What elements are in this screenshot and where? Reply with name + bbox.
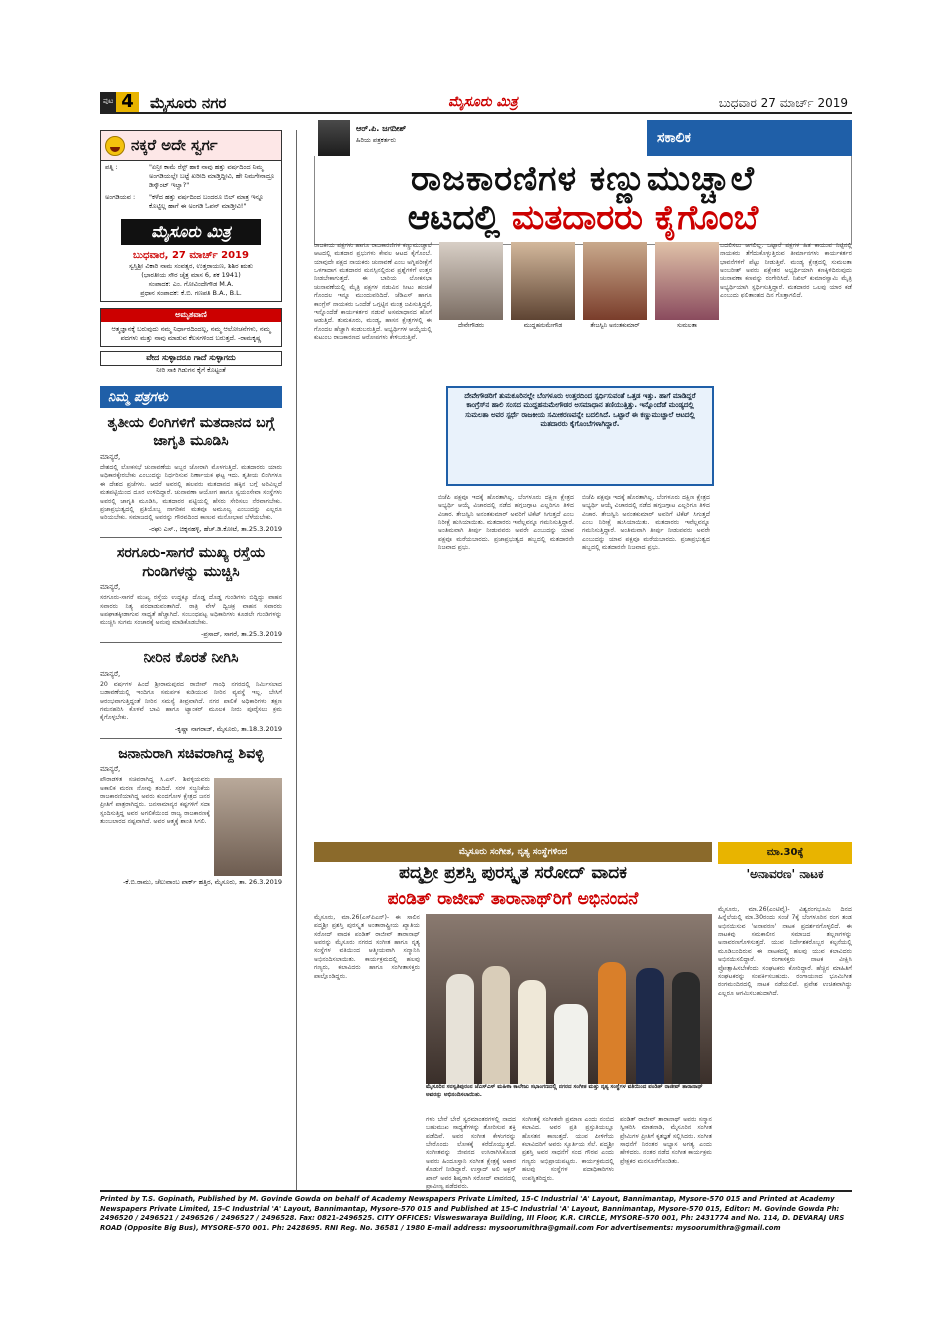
letter-signature: -ಕೆ.ಬಿ.ರಾಮು, ಚೆಲುವಾಂಬ ಪಾರ್ಕ್ ಹತ್ತಿರ, ಮೈಸೂರು, ತಾ. 26.3.2019 bbox=[122, 878, 282, 887]
quote-author: -ರಾಮಕೃಷ್ಣ bbox=[238, 333, 262, 342]
music-story-column: ಪಂಡಿತ್ ರಾಜೀವ್ ತಾರಾನಾಥ್ ಅವರು ಸನ್ಮಾನ ಸ್ವೀಕರಿಸಿ ಮಾತನಾಡಿ, ಮೈಸೂರಿನ ಸಂಗೀತ ಪ್ರೇಮಿಗಳ ಪ್ರೀತಿಗೆ ಕೃತಜ್ಞತೆ ಸಲ್ಲಿಸಿದರು. ಸಂಗೀತ ಸಾಧನೆಗೆ ನಿರಂತರ ಅಭ್ಯಾಸ ಅಗತ್ಯ ಎಂದು ಹೇಳಿದರು. ನಂತರ ನಡೆದ ಸಂಗೀತ ಕಾರ್ಯಕ್ರಮ ಪ್ರೇಕ್ಷಕರ ಮನಸೂರೆಗೊಂಡಿತು. bbox=[620, 1116, 712, 1165]
person-figure bbox=[518, 980, 546, 1084]
lead-story bbox=[314, 236, 852, 1190]
politician-photo bbox=[511, 242, 575, 320]
chief-editor-line: ಪ್ರಧಾನ ಸಂಪಾದಕ: ಕೆ.ಬಿ. ಗಣಪತಿ B.A., B.L. bbox=[140, 288, 242, 297]
politician-photos bbox=[438, 242, 720, 340]
author-photo bbox=[318, 120, 350, 156]
music-story-text: ಮೈಸೂರು, ಮಾ.26(ಎಸ್‌ಪಿಎನ್)- ಈ ಸಾಲಿನ ಪದ್ಮಶ್ರೀ ಪ್ರಶಸ್ತಿ ಪುರಸ್ಕೃತ ಅಂತಾರಾಷ್ಟ್ರೀಯ ಖ್ಯಾತಿಯ ಸರೋದ್ ವಾದಕ ಪಂಡಿತ್ ರಾಜೀವ್ ತಾರಾನಾಥ್ ಅವರನ್ನು ಮೈಸೂರು ನಗರದ ಸಂಗೀತ ಹಾಗೂ ನೃತ್ಯ ಸಂಸ್ಥೆಗಳ ವತಿಯಿಂದ ಆತ್ಮೀಯವಾಗಿ ಸನ್ಮಾನಿಸಿ ಅಭಿನಂದಿಸಲಾಯಿತು. ಕಾರ್ಯಕ್ರಮದಲ್ಲಿ ಹಲವು ಗಣ್ಯರು, ಕಲಾವಿದರು ಹಾಗೂ ಸಂಗೀತಾಸಕ್ತರು ಪಾಲ್ಗೊಂಡಿದ್ದರು. bbox=[314, 914, 420, 980]
letter-body: ದೇಶದಲ್ಲಿ ಲೋಕಸಭೆ ಚುನಾವಣೆಯ ಅಬ್ಬರ ಜೋರಾಗಿ ಮೊಳಗುತ್ತಿದೆ. ಮತದಾರರು ಯಾರು ಅಧಿಕಾರಕ್ಕೇರಬೇಕು ಎಂಬುದನ್ನು ನಿರ್ಧರಿಸುವ ನಿರ್ಣಾಯಕ ಘಟ್ಟ ಇದು. ತೃತೀಯ ಲಿಂಗಿಗಳೂ ಈ ದೇಶದ ಪ್ರಜೆಗಳು. ಆದರೆ ಅವರಲ್ಲಿ ಹಲವರು ಮತದಾನದ ಹಕ್ಕಿನ ಬಗ್ಗೆ ಅರಿವಿಲ್ಲದೆ ಮತಪಟ್ಟಿಯಿಂದ ದೂರ ಉಳಿದಿದ್ದಾರೆ. ಚುನಾವಣಾ ಆಯೋಗ ಹಾಗೂ ಸ್ವಯಂಸೇವಾ ಸಂಸ್ಥೆಗಳು ಅವರಲ್ಲಿ ಜಾಗೃತಿ ಮೂಡಿಸಿ, ಮತದಾರರ ಪಟ್ಟಿಯಲ್ಲಿ ಹೆಸರು ಸೇರಿಸಲು ನೆರವಾಗಬೇಕು. ಪ್ರಜಾಪ್ರಭುತ್ವದಲ್ಲಿ ಪ್ರತಿಯೊಬ್ಬ ನಾಗರಿಕನ ಮತವೂ ಅಮೂಲ್ಯ ಎಂಬುದನ್ನು ಎಲ್ಲರೂ ಅರಿಯಬೇಕು. ಸಮಾಜದಲ್ಲಿ ಅವರನ್ನು ಗೌರವದಿಂದ ಕಾಣುವ ಮನೋಭಾವ ಬೆಳೆಯಬೇಕು. bbox=[100, 464, 282, 522]
almanac bbox=[101, 249, 281, 302]
quote-title: ಅಮೃತವಾಣಿ bbox=[101, 309, 281, 322]
author-role: ಹಿರಿಯ ಪತ್ರಕರ್ತರು bbox=[356, 136, 397, 144]
story-column-4: ಬದಲಿಸಲು ಆಗಲಿಲ್ಲ. ಒಟ್ಟಾರೆ ಪಕ್ಷಗಳ ಹಿತ ಕಾಯುವ ನಿಟ್ಟಿನಲ್ಲಿ ನಾಯಕರು ತೆಗೆದುಕೊಳ್ಳುತ್ತಿರುವ ತೀರ್ಮಾನಗಳು ಕಾರ್ಯಕರ್ತರ ಭಾವನೆಗಳಿಗೆ ಪೆಟ್ಟು ನೀಡುತ್ತಿವೆ. ಮಂಡ್ಯ ಕ್ಷೇತ್ರದಲ್ಲಿ ಸುಮಲತಾ ಅಂಬರೀಶ್ ಅವರು ಪಕ್ಷೇತರ ಅಭ್ಯರ್ಥಿಯಾಗಿ ಕಣಕ್ಕಿಳಿದಿರುವುದು ಚುನಾವಣಾ ಕಣವನ್ನು ರಂಗೇರಿಸಿದೆ. ನಿಖಿಲ್ ಕುಮಾರಸ್ವಾಮಿ ಮೈತ್ರಿ ಅಭ್ಯರ್ಥಿಯಾಗಿ ಸ್ಪರ್ಧಿಸುತ್ತಿದ್ದಾರೆ. ಮತದಾರರ ಒಲವು ಯಾರ ಕಡೆ ಎಂಬುದು ಫಲಿತಾಂಶದ ದಿನ ಗೊತ್ತಾಗಲಿದೆ. bbox=[720, 242, 852, 300]
letters-header: ನಿಮ್ಮ ಪತ್ರಗಳು bbox=[100, 386, 282, 408]
story-column-3: ಬಿಜೆಪಿ ಪಕ್ಷವೂ ಇದಕ್ಕೆ ಹೊರತಾಗಿಲ್ಲ. ಬೆಂಗಳೂರು ದಕ್ಷಿಣ ಕ್ಷೇತ್ರದ ಅಭ್ಯರ್ಥಿ ಆಯ್ಕೆ ವಿಚಾರದಲ್ಲಿ ನಡೆದ ಹಗ್ಗಜಗ್ಗಾಟ ಎಲ್ಲರಿಗೂ ತಿಳಿದ ವಿಚಾರ. ತೇಜಸ್ವಿನಿ ಅನಂತಕುಮಾರ್ ಅವರಿಗೆ ಟಿಕೆಟ್ ಸಿಗುತ್ತದೆ ಎಂಬ ನಿರೀಕ್ಷೆ ಹುಸಿಯಾಯಿತು. ಮತದಾರರು ಇವೆಲ್ಲವನ್ನೂ ಗಮನಿಸುತ್ತಿದ್ದಾರೆ. ಅಂತಿಮವಾಗಿ ತೀರ್ಪು ನೀಡುವವರು ಅವರೇ ಎಂಬುದನ್ನು ಯಾವ ಪಕ್ಷವೂ ಮರೆಯಬಾರದು. ಪ್ರಜಾಪ್ರಭುತ್ವದ ಹಬ್ಬದಲ್ಲಿ ಮತದಾರನೇ ನಿಜವಾದ ಪ್ರಭು. bbox=[582, 494, 710, 552]
editor-line: ಸಂಪಾದಕ: ಎಂ. ಗೋವಿಂದೇಗೌಡ M.A. bbox=[148, 279, 234, 288]
photo-card bbox=[510, 242, 576, 340]
headline-line-1: ರಾಜಕಾರಣಿಗಳ ಕಣ್ಣುಮುಚ್ಚಾಲೆ bbox=[410, 159, 756, 199]
politician-photo bbox=[655, 242, 719, 320]
page-header bbox=[100, 92, 852, 114]
quote-box bbox=[100, 308, 282, 346]
letter-signature: -ರಘು ಎಸ್., ಚಿಕ್ಕನಹಳ್ಳಿ, ಹೆಚ್.ಡಿ.ಕೋಟೆ, ತಾ.25.3.2019 bbox=[148, 524, 282, 533]
letter-title: ತೃತೀಯ ಲಿಂಗಿಗಳಿಗೆ ಮತದಾನದ ಬಗ್ಗೆ ಜಾಗೃತಿ ಮೂಡಿಸಿ bbox=[107, 415, 275, 450]
headline-part-black: ಆಟದಲ್ಲಿ bbox=[407, 198, 501, 239]
letter-body: ಸರಗೂರು-ಸಾಗರೆ ಮುಖ್ಯ ರಸ್ತೆಯ ಉದ್ದಕ್ಕೂ ದೊಡ್ಡ ದೊಡ್ಡ ಗುಂಡಿಗಳು ಬಿದ್ದಿದ್ದು ವಾಹನ ಸವಾರರು ನಿತ್ಯ ಪರದಾಡುವಂತಾಗಿದೆ. ರಾತ್ರಿ ವೇಳೆ ದ್ವಿಚಕ್ರ ವಾಹನ ಸವಾರರು ಅಪಘಾತಕ್ಕೀಡಾಗುವ ಸಾಧ್ಯತೆ ಹೆಚ್ಚಾಗಿದೆ. ಸಂಬಂಧಪಟ್ಟ ಅಧಿಕಾರಿಗಳು ಕೂಡಲೇ ಗುಂಡಿಗಳನ್ನು ಮುಚ್ಚಿಸಿ ಸುಗಮ ಸಂಚಾರಕ್ಕೆ ಅನುವು ಮಾಡಿಕೊಡಬೇಕು. bbox=[100, 594, 282, 627]
politician-photo bbox=[583, 242, 647, 320]
letter bbox=[100, 414, 282, 533]
proverb-title: ವೇದ ಸುಳ್ಳಾದರೂ ಗಾದೆ ಸುಳ್ಳಾಗದು bbox=[100, 351, 282, 366]
letter-body: ಪೌರಾಡಳಿತ ಸಚಿವರಾಗಿದ್ದ ಸಿ.ಎಸ್. ಶಿವಳ್ಳಿಯವರು ಅಕಾಲಿಕ ಮರಣ ನೋವು ತಂದಿದೆ. ಸರಳ ಸಜ್ಜನಿಕೆಯ ರಾಜಕಾರಣಿಯಾಗಿದ್ದ ಅವರು ಕುಂದಗೋಳ ಕ್ಷೇತ್ರದ ಜನರ ಪ್ರೀತಿಗೆ ಪಾತ್ರರಾಗಿದ್ದರು. ಜನಸಾಮಾನ್ಯರ ಕಷ್ಟಗಳಿಗೆ ಸದಾ ಸ್ಪಂದಿಸುತ್ತಿದ್ದ ಅವರ ಅಗಲಿಕೆಯಿಂದ ರಾಜ್ಯ ರಾಜಕಾರಣಕ್ಕೆ ತುಂಬಲಾರದ ನಷ್ಟವಾಗಿದೆ. ಅವರ ಆತ್ಮಕ್ಕೆ ಶಾಂತಿ ಸಿಗಲಿ. bbox=[100, 776, 210, 825]
photo-caption: ತೇಜಸ್ವಿನಿ ಅನಂತಕುಮಾರ್ bbox=[590, 322, 640, 329]
almanac-date: ಬುಧವಾರ, 27 ಮಾರ್ಚ್ 2019 bbox=[133, 249, 249, 261]
letter-title: ಜನಾನುರಾಗಿ ಸಚಿವರಾಗಿದ್ದ ಶಿವಳ್ಳಿ bbox=[118, 745, 264, 762]
joke-box bbox=[100, 130, 282, 302]
divider bbox=[100, 537, 282, 538]
letter-body: 20 ವರ್ಷಗಳ ಹಿಂದೆ ಶ್ರೀರಾಮಪುರದ ರಾಜೀವ್ ಗಾಂಧಿ ನಗರದಲ್ಲಿ ನಿರ್ಮಿಸಲಾದ ಬಡಾವಣೆಯಲ್ಲಿ ಇಂದಿಗೂ ಸಮರ್ಪಕ ಕುಡಿಯುವ ನೀರಿನ ವ್ಯವಸ್ಥೆ ಇಲ್ಲ. ಬೇಸಿಗೆ ಆರಂಭವಾಗುತ್ತಿದ್ದಂತೆ ನೀರಿನ ಸಮಸ್ಯೆ ತೀವ್ರವಾಗಿದೆ. ನಗರ ಪಾಲಿಕೆ ಅಧಿಕಾರಿಗಳು ತಕ್ಷಣ ಗಮನಹರಿಸಿ ಕೊಳವೆ ಬಾವಿ ಹಾಗೂ ಟ್ಯಾಂಕರ್ ಮೂಲಕ ನೀರು ಪೂರೈಸಲು ಕ್ರಮ ಕೈಗೊಳ್ಳಬೇಕು. bbox=[100, 681, 282, 722]
author-name: ಆರ್.ಪಿ. ಜಗದೀಶ್ bbox=[356, 124, 407, 133]
joke-title-bar bbox=[101, 131, 281, 161]
music-headline-2: ಪಂಡಿತ್ ರಾಜೀವ್ ತಾರಾನಾಥ್‌ರಿಗೆ ಅಭಿನಂದನೆ bbox=[387, 889, 639, 909]
story-column-2: ಬಿಜೆಪಿ ಪಕ್ಷವೂ ಇದಕ್ಕೆ ಹೊರತಾಗಿಲ್ಲ. ಬೆಂಗಳೂರು ದಕ್ಷಿಣ ಕ್ಷೇತ್ರದ ಅಭ್ಯರ್ಥಿ ಆಯ್ಕೆ ವಿಚಾರದಲ್ಲಿ ನಡೆದ ಹಗ್ಗಜಗ್ಗಾಟ ಎಲ್ಲರಿಗೂ ತಿಳಿದ ವಿಚಾರ. ತೇಜಸ್ವಿನಿ ಅನಂತಕುಮಾರ್ ಅವರಿಗೆ ಟಿಕೆಟ್ ಸಿಗುತ್ತದೆ ಎಂಬ ನಿರೀಕ್ಷೆ ಹುಸಿಯಾಯಿತು. ಮತದಾರರು ಇವೆಲ್ಲವನ್ನೂ ಗಮನಿಸುತ್ತಿದ್ದಾರೆ. ಅಂತಿಮವಾಗಿ ತೀರ್ಪು ನೀಡುವವರು ಅವರೇ ಎಂಬುದನ್ನು ಯಾವ ಪಕ್ಷವೂ ಮರೆಯಬಾರದು. ಪ್ರಜಾಪ್ರಭುತ್ವದ ಹಬ್ಬದಲ್ಲಿ ಮತದಾರನೇ ನಿಜವಾದ ಪ್ರಭು. bbox=[438, 494, 574, 552]
person-figure bbox=[636, 968, 664, 1084]
drama-story-text: ಮೈಸೂರು, ಮಾ.26(ಎಂಟಿವೈ)- ವಿಶ್ವರಂಗಭೂಮಿ ದಿನದ ಹಿನ್ನೆಲೆಯಲ್ಲಿ ಮಾ.30ರಂದು ಸಂಜೆ 7ಕ್ಕೆ ಬೆಂಗಳೂರಿನ ರಂಗ ತಂಡ ಅಭಿನಯಿಸುವ 'ಅನಾವರಣ' ನಾಟಕ ಪ್ರದರ್ಶನಗೊಳ್ಳಲಿದೆ. ಈ ನಾಟಕವು ಸಮಕಾಲೀನ ಸಮಾಜದ ತಲ್ಲಣಗಳನ್ನು ಅನಾವರಣಗೊಳಿಸುತ್ತದೆ. ಯುವ ನಿರ್ದೇಶಕರೊಬ್ಬರ ಕಲ್ಪನೆಯಲ್ಲಿ ಮೂಡಿಬಂದಿರುವ ಈ ನಾಟಕದಲ್ಲಿ ಹಲವು ಯುವ ಕಲಾವಿದರು ಅಭಿನಯಿಸಲಿದ್ದಾರೆ. ರಂಗಾಸಕ್ತರು ನಾಟಕ ವೀಕ್ಷಿಸಿ ಪ್ರೋತ್ಸಾಹಿಸಬೇಕೆಂದು ಸಂಘಟಕರು ಕೋರಿದ್ದಾರೆ. ಹೆಚ್ಚಿನ ಮಾಹಿತಿಗೆ ಸಂಘಟಕರನ್ನು ಸಂಪರ್ಕಿಸಬಹುದು. ರಂಗಾಯಣದ ಭೂಮಿಗೀತ ರಂಗಮಂದಿರದಲ್ಲಿ ನಾಟಕ ನಡೆಯಲಿದೆ. ಪ್ರವೇಶ ಉಚಿತವಾಗಿದ್ದು ಎಲ್ಲರೂ ಆಗಮಿಸಬಹುದಾಗಿದೆ. bbox=[718, 906, 852, 997]
photo-caption: ದೇವೇಗೌಡರು bbox=[457, 322, 485, 329]
drama-headline: 'ಅನಾವರಣ' ನಾಟಕ bbox=[746, 867, 824, 881]
issue-date: ಬುಧವಾರ 27 ಮಾರ್ಚ್ 2019 bbox=[718, 96, 848, 110]
proverb-box bbox=[100, 351, 282, 375]
letter-signature: -ಕೃಷ್ಣಾ ನಾಗರಾಜ್, ಮೈಸೂರು, ತಾ.18.3.2019 bbox=[174, 724, 282, 733]
pull-quote: ದೇವೇಗೌಡರಿಗೆ ತುಮಕೂರಿನಲ್ಲೇ ಬೆಂಗಳೂರು ಉತ್ತರದಿಂದ ಸ್ಪರ್ಧಿಸುವಂತೆ ಒತ್ತಡ ಇತ್ತು. ಹಾಗೆ ಮಾಡಿದ್ದರೆ ಕಾಂಗ್ರೆಸ್‌ನ ಹಾಲಿ ಸಂಸದ ಮುದ್ದಹನುಮೇಗೌಡರ ಅಸಮಾಧಾನ ತಣಿಯುತ್ತಿತ್ತು. ಇನ್ನೊಂದೆಡೆ ಮಂಡ್ಯದಲ್ಲಿ ಸುಮಲತಾ ಅವರ ಸ್ಪರ್ಧೆ ರಾಜಕೀಯ ಸಮೀಕರಣವನ್ನೇ ಬದಲಿಸಿದೆ. ಒಟ್ಟಾರೆ ಈ ಕಣ್ಣುಮುಚ್ಚಾಲೆ ಆಟದಲ್ಲಿ ಮತದಾರರು ಕೈಗೊಂಬೆಗಳಾಗಿದ್ದಾರೆ. bbox=[446, 386, 714, 486]
left-column bbox=[100, 130, 282, 1253]
byline-bar bbox=[314, 120, 852, 156]
letter bbox=[100, 649, 282, 733]
photo-caption: ಮೈಸೂರಿನ ಸರಸ್ವತಿಪುರಂನ ಜೆಎಸ್‌ಎಸ್ ಮಹಿಳಾ ಕಾಲೇಜು ಸಭಾಂಗಣದಲ್ಲಿ ನಗರದ ಸಂಗೀತ ಮತ್ತು ನೃತ್ಯ ಸಂಸ್ಥೆಗಳ ವತಿಯಿಂದ ಪಂಡಿತ್ ರಾಜೀವ್ ತಾರಾನಾಥ್ ಅವರನ್ನು ಅಭಿನಂದಿಸಲಾಯಿತು. bbox=[426, 1084, 703, 1098]
letter-salute: ಮಾನ್ಯರೆ, bbox=[100, 582, 121, 591]
music-story-column: ಗಳು ಬೇರೆ ಬೇರೆ ಸ್ವರಮಾಂತರಗಳಲ್ಲಿ ನಾದದ ಬಹುಮುಖ ಸಾಧ್ಯತೆಗಳನ್ನು ತೋರಿಸುವ ಶಕ್ತಿ ಪಡೆದಿವೆ. ಅವರ ಸಂಗೀತ ಕೇಳುಗರನ್ನು ಬೇರೊಂದು ಲೋಕಕ್ಕೆ ಕರೆದೊಯ್ಯುತ್ತದೆ. ಸಂಗೀತವನ್ನು ಜೀವನದ ಉಸಿರಾಗಿಸಿಕೊಂಡ ಅವರು ಹಿಂದೂಸ್ತಾನಿ ಸಂಗೀತ ಕ್ಷೇತ್ರಕ್ಕೆ ಅಪಾರ ಕೊಡುಗೆ ನೀಡಿದ್ದಾರೆ. ಉಸ್ತಾದ್ ಅಲಿ ಅಕ್ಬರ್ ಖಾನ್ ಅವರ ಶಿಷ್ಯರಾಗಿ ಸರೋದ್ ವಾದನದಲ್ಲಿ ಪ್ರಾವೀಣ್ಯ ಪಡೆದವರು. bbox=[426, 1116, 516, 1190]
letter bbox=[100, 544, 282, 638]
divider bbox=[100, 738, 282, 739]
page-label: ಪುಟ bbox=[100, 92, 116, 112]
joke-speaker: ಪತ್ನಿ : bbox=[105, 163, 118, 171]
headline-part-red: ಮತದಾರರು ಕೈಗೊಂಬೆ bbox=[511, 198, 759, 239]
music-headline-1: ಪದ್ಮಶ್ರೀ ಪ್ರಶಸ್ತಿ ಪುರಸ್ಕೃತ ಸರೋದ್ ವಾದಕ bbox=[399, 863, 627, 883]
mitra-logo: ಮೈಸೂರು ಮಿತ್ರ bbox=[121, 219, 261, 245]
person-figure bbox=[598, 962, 626, 1084]
masthead-logo: ಮೈಸೂರು ಮಿತ್ರ bbox=[448, 94, 518, 110]
person-figure bbox=[482, 966, 510, 1084]
page-number: 4 bbox=[116, 92, 139, 112]
letter-salute: ಮಾನ್ಯರೆ, bbox=[100, 669, 121, 678]
quote-text bbox=[101, 322, 281, 346]
almanac-line: (ಭಾರತೀಯ ಸೌರ ಚೈತ್ರ ಮಾಸ 6, ಶಕ 1941) bbox=[141, 271, 241, 280]
joke-title: ನಕ್ಕರೆ ಅದೇ ಸ್ವರ್ಗ bbox=[131, 136, 218, 155]
music-story-column: ಸಂಗೀತಕ್ಕೆ ಸಂಗೀತವೇ ಪ್ರಮಾಣ ಎಂದು ನಂಬಿದ ಕಲಾವಿದ. ಅವರ ಪ್ರತಿ ಪ್ರಸ್ತುತಿಯಲ್ಲೂ ಹೊಸತನ ಕಾಣುತ್ತದೆ. ಯುವ ಪೀಳಿಗೆಯ ಕಲಾವಿದರಿಗೆ ಅವರು ಸ್ಫೂರ್ತಿಯ ಸೆಲೆ. ಪದ್ಮಶ್ರೀ ಪ್ರಶಸ್ತಿ ಅವರ ಸಾಧನೆಗೆ ಸಂದ ಗೌರವ ಎಂದು ಗಣ್ಯರು ಅಭಿಪ್ರಾಯಪಟ್ಟರು. ಕಾರ್ಯಕ್ರಮದಲ್ಲಿ ಹಲವು ಸಂಸ್ಥೆಗಳ ಪದಾಧಿಕಾರಿಗಳು ಉಪಸ್ಥಿತರಿದ್ದರು. bbox=[522, 1116, 614, 1182]
letter-title: ಸರಗೂರು-ಸಾಗರೆ ಮುಖ್ಯ ರಸ್ತೆಯ ಗುಂಡಿಗಳನ್ನು ಮುಚ್ಚಿಸಿ bbox=[116, 545, 266, 580]
lead-headline bbox=[314, 156, 852, 245]
newspaper-page bbox=[100, 92, 852, 1317]
laughing-face-icon bbox=[105, 136, 125, 156]
joke-line bbox=[101, 161, 281, 191]
column-rule bbox=[296, 130, 297, 1190]
minister-photo bbox=[214, 778, 282, 876]
drama-tag: ಮಾ.30ಕ್ಕೆ bbox=[718, 842, 852, 864]
joke-text: "ಏನ್ರೀ ಕಾಮೆ ರೆಸ್ಟ್ ಹಾಕಿ ನಾವು ಹತ್ತು ವರ್ಷದಿಂದ ನಿಮ್ಮ ಅಂಗಡಿಯಲ್ಲೇ ಬಟ್ಟೆ ಖರೀದಿ ಮಾಡ್ತಿದ್ದೀವಿ, ಹೇ ನಿಮಗೇನಾದ್ರೂ ಡಿಸ್ಕೌಂಟ್ ಇಲ್ವಾ?" bbox=[149, 163, 275, 189]
main-column bbox=[314, 120, 852, 1190]
section-title: ಮೈಸೂರು ನಗರ bbox=[150, 94, 227, 112]
quote-body: ಆತ್ಮಜ್ಞಾನಕ್ಕೆ ಬರುವುದು ನಮ್ಮ ನಿರ್ಧಾರದಿಂದಲ್ಲ, ನಮ್ಮ ಆಲೋಚನೆಗಳು, ನಮ್ಮ ಪದಗಳು ಮತ್ತು ನಾವು ಮಾಡುವ ಕೆಲಸಗಳಿಂದ ಬರುತ್ತದೆ. bbox=[111, 325, 271, 342]
imprint-footer: Printed by T.S. Gopinath, Published by M. Govinde Gowda on behalf of Academy Newspapers Private Limited, 15-C Industrial 'A' Layout, Bannimantap, Mysore-570 015 and Printed at Academy Newspapers Private Limited, 15-C Industrial 'A' Layout, Bannimantap, Mysore-570 015 and Published at 15-C Industrial 'A' Layout, Bannimantap, Mysore-570 015, Editor: M. Govinde Gowda Ph: 2496520 / 2496521 / 2496526 / 2496527 / 2496528. Fax: 0821-2496525. CITY OFFICES: Visweswaraya Building, III Floor, K.R. CIRCLE, MYSORE-570 001, Ph: 2431774 and No. 114, D. DEVARAJ URS ROAD (Opposite Big Bus), MYSORE-570 001. Ph: 2428695. RNI Reg. No. 36581 / 1980 E-mail address: mysoorumithra@gmail.com For advertisements: mysoorumithra@gmail.com bbox=[100, 1190, 852, 1242]
proverb-text: ನೀರಿ ಸಾಕಿ ಗಿಡುಗನ ಕೈಗೆ ಕೊಟ್ಟಂತೆ bbox=[156, 365, 226, 374]
joke-line bbox=[101, 191, 281, 213]
letter-salute: ಮಾನ್ಯರೆ, bbox=[100, 452, 121, 461]
photo-card bbox=[582, 242, 648, 340]
divider bbox=[100, 642, 282, 643]
photo-caption: ಮುದ್ದಹನುಮೇಗೌಡ bbox=[523, 322, 563, 329]
letter-signature: -ಪ್ರಸಾದ್, ಸಾಗರೆ, ತಾ.25.3.2019 bbox=[201, 629, 282, 638]
letter bbox=[100, 745, 282, 887]
music-section-tag: ಮೈಸೂರು ಸಂಗೀತ, ನೃತ್ಯ ಸಂಸ್ಥೆಗಳಿಂದ bbox=[314, 842, 712, 862]
column-name: ಸಕಾಲಿಕ bbox=[647, 120, 852, 156]
photo-card bbox=[438, 242, 504, 340]
headline-line-2 bbox=[315, 199, 851, 238]
page-number-box bbox=[100, 92, 139, 112]
story-column-1: ರಾಜಕೀಯ ಪಕ್ಷಗಳು ಹಾಗೂ ರಾಜಕಾರಣಿಗಳ ಕಣ್ಣುಮುಚ್ಚಾಲೆ ಆಟದಲ್ಲಿ ಮತದಾರ ಪ್ರಭುಗಳು ಕೇವಲ ಆಟದ ಕೈಗೊಂಬೆ. ಯಾವುದೇ ಪಕ್ಷದ ನಾಯಕರು ಚುನಾವಣೆ ಎಂಬ ಅಗ್ನಿಪರೀಕ್ಷೆಗೆ ಒಳಗಾದಾಗ ಮತದಾರರ ಮನಸ್ಸಿನಲ್ಲಿರುವ ಪ್ರಶ್ನೆಗಳಿಗೆ ಉತ್ತರ ನೀಡಬೇಕಾಗುತ್ತದೆ. ಈ ಬಾರಿಯ ಲೋಕಸಭಾ ಚುನಾವಣೆಯಲ್ಲಿ ಮೈತ್ರಿ ಪಕ್ಷಗಳ ನಡುವಿನ ಸೀಟು ಹಂಚಿಕೆ ಗೊಂದಲ ಇನ್ನೂ ಮುಂದುವರಿದಿದೆ. ಜೆಡಿಎಸ್ ಹಾಗೂ ಕಾಂಗ್ರೆಸ್ ನಾಯಕರು ಒಂದೆಡೆ ಒಗ್ಗಟ್ಟಿನ ಮಂತ್ರ ಜಪಿಸುತ್ತಿದ್ದರೆ, ಇನ್ನೊಂದೆಡೆ ಕಾರ್ಯಕರ್ತರ ನಡುವೆ ಅಸಮಾಧಾನದ ಹೊಗೆ ಆಡುತ್ತಿದೆ. ತುಮಕೂರು, ಮಂಡ್ಯ, ಹಾಸನ ಕ್ಷೇತ್ರಗಳಲ್ಲಿ ಈ ಗೊಂದಲ ಹೆಚ್ಚಾಗಿ ಕಂಡುಬರುತ್ತಿದೆ. ಅಭ್ಯರ್ಥಿಗಳ ಆಯ್ಕೆಯಲ್ಲಿ ಕುಟುಂಬ ರಾಜಕಾರಣದ ಆರೋಪಗಳು ಕೇಳಿಬರುತ್ತಿವೆ. bbox=[314, 242, 432, 341]
person-figure bbox=[446, 974, 474, 1084]
letter-salute: ಮಾನ್ಯರೆ, bbox=[100, 764, 121, 773]
almanac-line: ಸ್ವಸ್ತಿಶ್ರೀ ವಿಕಾರಿ ನಾಮ ಸಂವತ್ಸರ, ಉತ್ತರಾಯಣ, ಶಿಶಿರ ಋತು bbox=[128, 262, 254, 271]
photo-caption: ಸುಮಲತಾ bbox=[677, 322, 697, 329]
politician-photo bbox=[439, 242, 503, 320]
person-figure bbox=[672, 972, 700, 1084]
joke-speaker: ಅಂಗಡಿಯವ : bbox=[105, 193, 136, 202]
felicitation-photo bbox=[426, 914, 712, 1084]
letter-title: ನೀರಿನ ಕೊರತೆ ನೀಗಿಸಿ bbox=[143, 650, 239, 667]
photo-card bbox=[654, 242, 720, 340]
joke-text: "ಕಳೆದ ಹತ್ತು ವರ್ಷದಿಂದ ಬಂದರೂ ಬಿಲ್ ಮಾತ್ರ ಇನ್ನೂ ಕೊಟ್ಟಿಲ್ಲ ಹಾಗೆ ಈ ಅಂಗಡಿ ಓಪನ್ ಮಾಡ್ತೀವಿ!" bbox=[149, 193, 264, 211]
person-figure bbox=[554, 1004, 588, 1084]
